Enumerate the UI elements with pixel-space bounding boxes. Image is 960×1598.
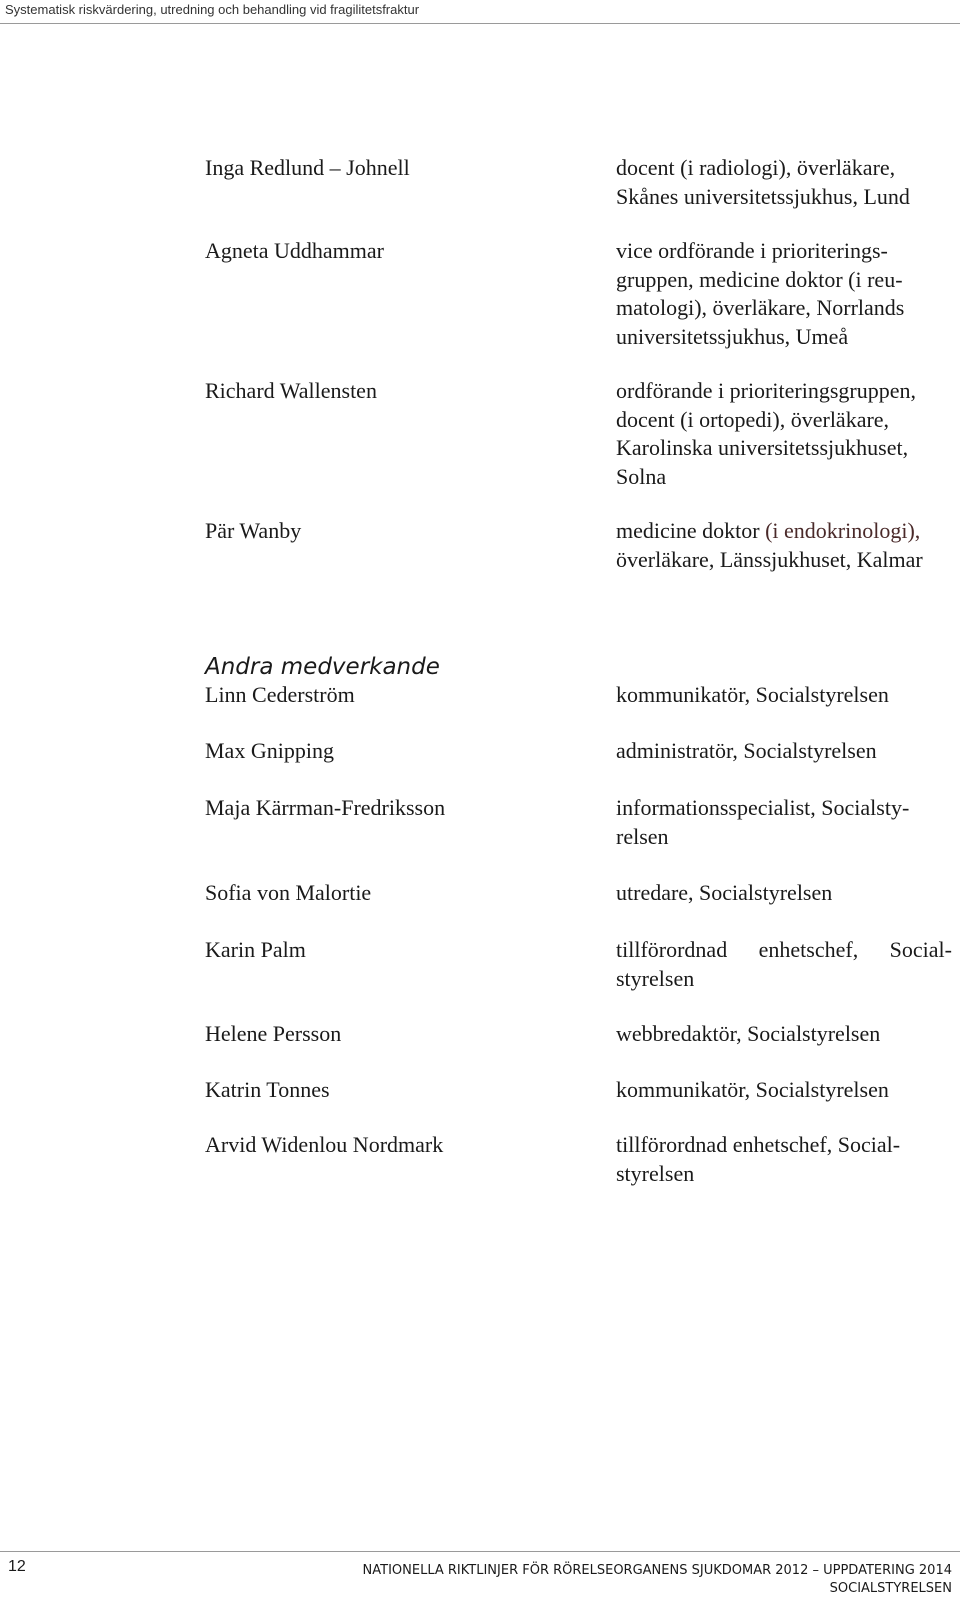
contributor-name: Maja Kärrman-Fredriksson: [205, 795, 446, 820]
member-role: docent (i radiologi), överläkare, Skånes universitetssjukhus, Lund: [616, 155, 910, 209]
member-name: Pär Wanby: [205, 518, 302, 543]
member-role-specialty: (i endokrinologi),: [765, 518, 921, 543]
contributor-role: kommunikatör, Socialstyrelsen: [616, 682, 889, 707]
running-header-title: Systematisk riskvärdering, utredning och behandling vid fragilitetsfraktur: [5, 2, 420, 17]
member-name: Inga Redlund – Johnell: [205, 155, 410, 180]
footer-divider: [0, 1551, 960, 1552]
contributor-name: Linn Cederström: [205, 682, 355, 707]
section-heading-other-contributors: Andra medverkande: [205, 654, 440, 680]
contributor-role: utredare, Socialstyrelsen: [616, 880, 833, 905]
contributor-role: informationsspecialist, Socialsty- relsen: [616, 795, 910, 849]
member-name: Agneta Uddhammar: [205, 238, 384, 263]
member-role-prefix: medicine doktor: [616, 518, 766, 543]
header-divider: [0, 23, 960, 24]
contributor-name: Sofia von Malortie: [205, 880, 372, 905]
contributor-name: Karin Palm: [205, 937, 306, 962]
contributor-name: Arvid Widenlou Nordmark: [205, 1132, 444, 1157]
member-name: Richard Wallensten: [205, 378, 377, 403]
contributor-name: Katrin Tonnes: [205, 1077, 330, 1102]
footer-publisher: SOCIALSTYRELSEN: [829, 1581, 952, 1596]
contributor-role: administratör, Socialstyrelsen: [616, 738, 877, 763]
contributor-name: Helene Persson: [205, 1021, 342, 1046]
page-number: 12: [8, 1558, 26, 1575]
contributor-name: Max Gnipping: [205, 738, 334, 763]
contributor-role: webbredaktör, Socialstyrelsen: [616, 1021, 881, 1046]
contributor-role: tillförordnad enhetschef, Social- styrelsen: [616, 937, 952, 991]
footer-publication-title: [363, 1562, 952, 1598]
member-role: [616, 517, 952, 574]
footer-title-line: NATIONELLA RIKTLINJER FÖR RÖRELSEORGANENS SJUKDOMAR 2012 – UPPDATERING 2014: [362, 1563, 952, 1578]
member-role-suffix: överläkare, Länssjukhuset, Kalmar: [616, 546, 923, 572]
contributor-role: kommunikatör, Socialstyrelsen: [616, 1077, 889, 1102]
contributor-role: tillförordnad enhetschef, Social- styrelsen: [616, 1132, 901, 1186]
member-role: ordförande i prioriteringsgruppen, docent (i ortopedi), överläkare, Karolinska universitetssjukhuset, Solna: [616, 378, 916, 489]
member-role: vice ordförande i prioriterings- gruppen, medicine doktor (i reu- matologi), överläkare, Norrlands universitetssjukhus, Umeå: [616, 238, 905, 349]
